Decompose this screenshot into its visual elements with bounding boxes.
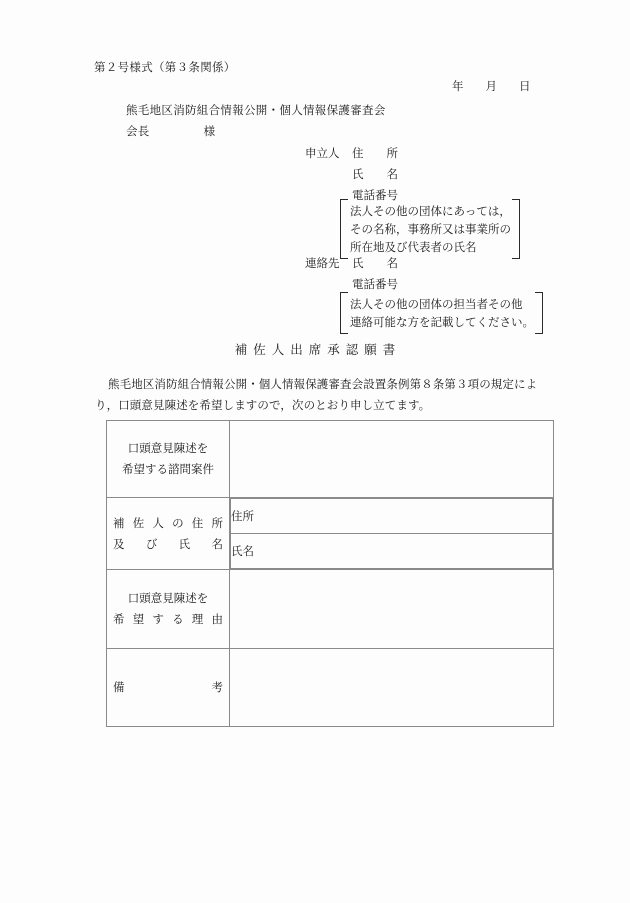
applicant-tel-label: 電話番号: [352, 188, 398, 202]
subtable-row: [231, 499, 553, 534]
row-label-reason: [107, 570, 230, 649]
form-number: 第２号様式（第３条関係）: [94, 60, 236, 74]
row-value-assistant-address-name: [230, 498, 554, 570]
applicant-note-bracket: [340, 199, 520, 259]
applicant-name-label: 氏 名: [352, 167, 398, 181]
row-value-consultation-case[interactable]: [230, 421, 554, 498]
addressee-council-name: 熊毛地区消防組合情報公開・個人情報保護審査会: [126, 103, 386, 117]
date-year-label: 年: [452, 79, 464, 93]
date-day-label: 日: [519, 79, 531, 93]
row-label-consultation-case: [107, 421, 230, 498]
row-label-line: 備 考: [113, 680, 223, 694]
applicant-note-line-3: 所在地及び代表者の氏名: [350, 240, 477, 254]
row-label-assistant-address-name: [107, 498, 230, 570]
applicant-note-line-1: 法人その他の団体にあっては，: [350, 204, 511, 218]
contact-note-line-2: 連絡可能な方を記載してください。: [350, 315, 534, 329]
date-month-label: 月: [485, 79, 497, 93]
applicant-label: 申立人: [305, 146, 340, 160]
contact-name-label: 氏 名: [352, 256, 398, 270]
body-paragraph: 熊毛地区消防組合情報公開・個人情報保護審査会設置条例第８条第３項の規定により，口頭意見陳述を希望しますので，次のとおり申し立てます。: [95, 377, 538, 412]
chair-label: 会長: [126, 124, 150, 138]
row-label-line: 口頭意見陳述を: [127, 441, 209, 455]
form-table: [106, 420, 554, 727]
row-label-line: 及 び 氏 名: [113, 536, 223, 551]
contact-note-line-1: 法人その他の団体の担当者その他: [350, 297, 523, 311]
table-row: [107, 498, 554, 570]
row-label-line: 希望する諮問案件: [122, 462, 214, 476]
subtable-row: [231, 534, 553, 569]
table-row: [107, 570, 554, 649]
table-row: [107, 421, 554, 498]
contact-label: 連絡先: [305, 256, 340, 270]
addressee-chair-line: [126, 126, 215, 138]
date-line: [452, 81, 531, 93]
applicant-note-line-2: その名称，事務所又は事業所の: [350, 222, 511, 236]
table-row: [107, 649, 554, 727]
assistant-subtable: [230, 498, 553, 569]
row-label-remarks: [107, 649, 230, 727]
row-value-remarks[interactable]: [230, 649, 554, 727]
row-label-line: 希 望 す る 理 由: [113, 612, 223, 626]
document-title: 補佐人出席承認願書: [234, 342, 402, 357]
row-value-reason[interactable]: [230, 570, 554, 649]
contact-note-bracket: [340, 292, 543, 334]
assistant-name-field[interactable]: 氏名: [231, 534, 553, 569]
applicant-address-label: 住 所: [352, 146, 398, 160]
row-label-line: 補 佐 人 の 住 所: [113, 515, 223, 530]
honorific-label: 様: [203, 124, 216, 138]
contact-tel-label: 電話番号: [352, 277, 398, 291]
assistant-address-field[interactable]: 住所: [231, 499, 553, 534]
row-label-line: 口頭意見陳述を: [127, 591, 209, 605]
